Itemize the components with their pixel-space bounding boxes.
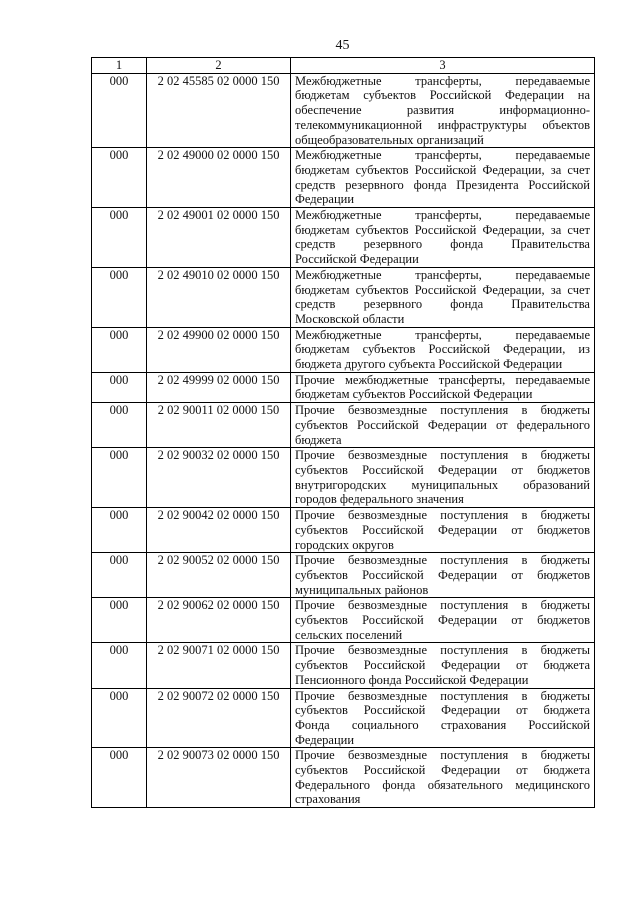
description-cell — [291, 598, 595, 643]
admin-code-cell: 000 — [92, 553, 147, 598]
description-line: Федерации — [295, 732, 355, 747]
budget-code-cell: 2 02 49000 02 0000 150 — [147, 148, 291, 208]
admin-code-cell: 000 — [92, 208, 147, 268]
description-line: телекоммуникационной инфраструктуры объектов — [295, 117, 590, 132]
budget-code-cell: 2 02 49010 02 0000 150 — [147, 267, 291, 327]
budget-code-cell: 2 02 90011 02 0000 150 — [147, 403, 291, 448]
description-line: субъектов Российской Федерации от бюджетов — [295, 462, 590, 477]
description-line: Пенсионного фонда Российской Федерации — [295, 672, 529, 687]
description-line: сельских поселений — [295, 627, 403, 642]
description-line: бюджетам субъектов Российской Федерации, за счет — [295, 222, 590, 237]
description-cell — [291, 267, 595, 327]
admin-code-cell: 000 — [92, 643, 147, 688]
table-row — [92, 73, 595, 148]
description-cell — [291, 748, 595, 808]
table-row — [92, 208, 595, 268]
description-line: субъектов Российской Федерации от бюджетов — [295, 522, 590, 537]
page-number: 45 — [335, 38, 350, 53]
description-line: Прочие безвозмездные поступления в бюджеты — [295, 403, 590, 418]
description-cell — [291, 448, 595, 508]
table-row — [92, 403, 595, 448]
description-line: Межбюджетные трансферты, передаваемые — [295, 208, 590, 223]
description-cell — [291, 372, 595, 402]
admin-code-cell: 000 — [92, 688, 147, 748]
description-line: бюджетам субъектов Российской Федерации на — [295, 88, 590, 103]
description-line: городов федерального значения — [295, 492, 464, 507]
budget-code-cell: 2 02 49999 02 0000 150 — [147, 372, 291, 402]
description-line: городских округов — [295, 537, 394, 552]
table-row — [92, 553, 595, 598]
budget-code-cell: 2 02 90062 02 0000 150 — [147, 598, 291, 643]
description-line: субъектов Российской Федерации от бюджета — [295, 658, 590, 673]
description-line: средств резервного фонда Правительства — [295, 297, 590, 312]
description-line: бюджета другого субъекта Российской Федерации — [295, 357, 563, 372]
admin-code-cell: 000 — [92, 403, 147, 448]
admin-code-cell: 000 — [92, 267, 147, 327]
budget-code-cell: 2 02 49900 02 0000 150 — [147, 327, 291, 372]
header-cell-2: 2 — [147, 58, 291, 74]
admin-code-cell: 000 — [92, 448, 147, 508]
description-cell — [291, 553, 595, 598]
budget-code-cell: 2 02 49001 02 0000 150 — [147, 208, 291, 268]
description-line: бюджетам субъектов Российской Федерации, за счет — [295, 282, 590, 297]
table-row — [92, 748, 595, 808]
description-line: Прочие безвозмездные поступления в бюджеты — [295, 748, 590, 763]
table-row — [92, 372, 595, 402]
description-line: Прочие безвозмездные поступления в бюджеты — [295, 448, 590, 463]
description-line: Прочие безвозмездные поступления в бюджеты — [295, 553, 590, 568]
table-row — [92, 448, 595, 508]
description-line: Межбюджетные трансферты, передаваемые — [295, 327, 590, 342]
description-line: муниципальных районов — [295, 582, 429, 597]
table-header — [92, 58, 595, 74]
header-cell-3: 3 — [291, 58, 595, 74]
budget-code-cell: 2 02 90072 02 0000 150 — [147, 688, 291, 748]
description-cell — [291, 73, 595, 148]
description-line: Прочие безвозмездные поступления в бюджеты — [295, 643, 590, 658]
description-line: Межбюджетные трансферты, передаваемые — [295, 148, 590, 163]
description-line: Прочие безвозмездные поступления в бюджеты — [295, 508, 590, 523]
admin-code-cell: 000 — [92, 148, 147, 208]
description-line: Федерального фонда обязательного медицинского — [295, 777, 590, 792]
table-row — [92, 643, 595, 688]
table-row — [92, 688, 595, 748]
budget-code-cell: 2 02 45585 02 0000 150 — [147, 73, 291, 148]
admin-code-cell: 000 — [92, 372, 147, 402]
description-line: внутригородских муниципальных образований — [295, 477, 590, 492]
description-line: субъектов Российской Федерации от федерального — [295, 417, 590, 432]
description-line: Прочие безвозмездные поступления в бюджеты — [295, 688, 590, 703]
description-line: страхования — [295, 792, 361, 807]
budget-classification-table — [91, 57, 595, 808]
description-line: Прочие безвозмездные поступления в бюджеты — [295, 598, 590, 613]
budget-code-cell: 2 02 90032 02 0000 150 — [147, 448, 291, 508]
description-cell — [291, 327, 595, 372]
description-line: бюджетам субъектов Российской Федерации — [295, 387, 533, 402]
description-line: бюджета — [295, 432, 342, 447]
description-cell — [291, 148, 595, 208]
admin-code-cell: 000 — [92, 508, 147, 553]
description-cell — [291, 508, 595, 553]
description-line: Межбюджетные трансферты, передаваемые — [295, 73, 590, 88]
description-line: субъектов Российской Федерации от бюджета — [295, 763, 590, 778]
description-line: субъектов Российской Федерации от бюджета — [295, 703, 590, 718]
header-cell-1: 1 — [92, 58, 147, 74]
description-line: Московской области — [295, 311, 405, 326]
budget-code-cell: 2 02 90042 02 0000 150 — [147, 508, 291, 553]
description-line: субъектов Российской Федерации от бюджетов — [295, 567, 590, 582]
budget-code-cell: 2 02 90052 02 0000 150 — [147, 553, 291, 598]
admin-code-cell: 000 — [92, 327, 147, 372]
description-line: Прочие межбюджетные трансферты, передаваемые — [295, 372, 590, 387]
description-cell — [291, 643, 595, 688]
admin-code-cell: 000 — [92, 598, 147, 643]
description-cell — [291, 688, 595, 748]
table-body — [92, 73, 595, 807]
description-cell — [291, 208, 595, 268]
description-line: Фонда социального страхования Российской — [295, 717, 590, 732]
description-line: общеобразовательных организаций — [295, 132, 484, 147]
budget-code-cell: 2 02 90073 02 0000 150 — [147, 748, 291, 808]
description-line: бюджетам субъектов Российской Федерации, из — [295, 342, 590, 357]
description-line: средств резервного фонда Президента Российской — [295, 177, 590, 192]
admin-code-cell: 000 — [92, 73, 147, 148]
table-row — [92, 148, 595, 208]
admin-code-cell: 000 — [92, 748, 147, 808]
header-row — [92, 58, 595, 74]
table-row — [92, 267, 595, 327]
description-line: бюджетам субъектов Российской Федерации, за счет — [295, 162, 590, 177]
table-row — [92, 327, 595, 372]
description-line: субъектов Российской Федерации от бюджетов — [295, 613, 590, 628]
description-line: средств резервного фонда Правительства — [295, 237, 590, 252]
table-row — [92, 598, 595, 643]
budget-code-cell: 2 02 90071 02 0000 150 — [147, 643, 291, 688]
description-line: Российской Федерации — [295, 252, 419, 267]
description-line: Межбюджетные трансферты, передаваемые — [295, 267, 590, 282]
description-line: обеспечение развития информационно- — [295, 103, 590, 118]
table-row — [92, 508, 595, 553]
description-line: Федерации — [295, 192, 355, 207]
description-cell — [291, 403, 595, 448]
